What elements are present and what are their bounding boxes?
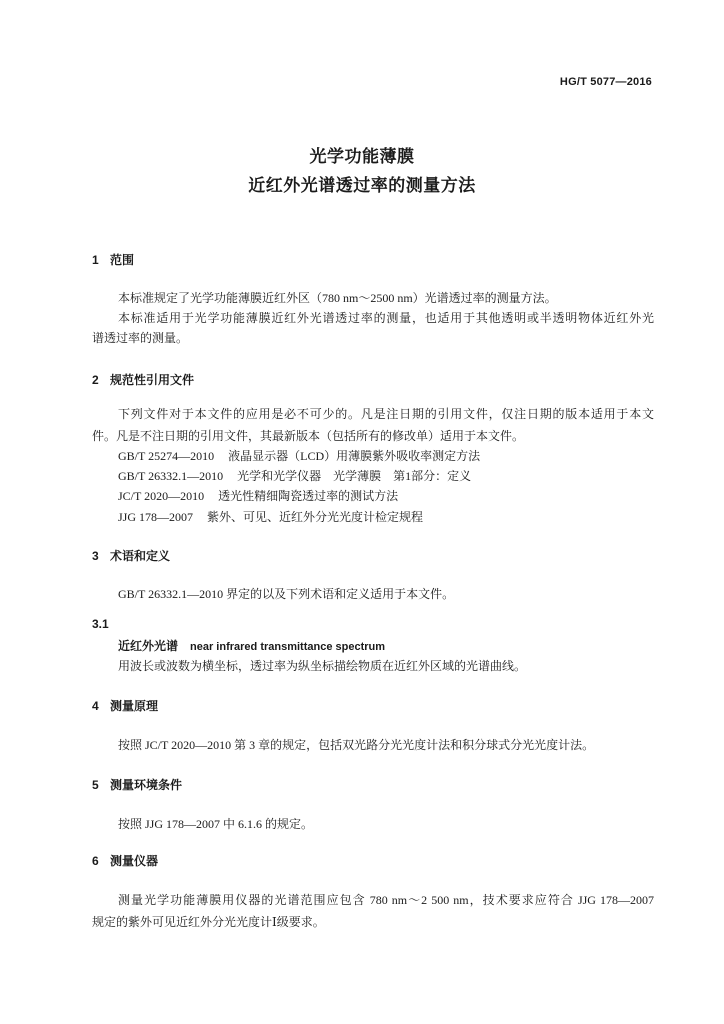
section-number: 3 <box>92 549 99 563</box>
reference-title: 紫外、可见、近红外分光光度计检定规程 <box>207 510 424 524</box>
reference-code: GB/T 26332.1—2010 <box>118 469 224 483</box>
section-title: 范围 <box>110 253 135 267</box>
section-title: 规范性引用文件 <box>110 373 195 387</box>
paragraph-line: 件。凡是不注日期的引用文件，其最新版本（包括所有的修改单）适用于本文件。 <box>92 429 525 443</box>
reference-title: 透光性精细陶瓷透过率的测试方法 <box>218 489 399 503</box>
section-heading-normative-references <box>92 372 194 388</box>
standard-code: HG/T 5077—2016 <box>559 76 652 88</box>
reference-item <box>118 448 480 464</box>
paragraph-line: GB/T 26332.1—2010 界定的以及下列术语和定义适用于本文件。 <box>118 587 455 601</box>
paragraph-line: 下列文件对于本文件的应用是必不可少的。凡是注日期的引用文件，仅注日期的版本适用于本文 <box>118 407 654 421</box>
reference-code: GB/T 25274—2010 <box>118 449 215 463</box>
reference-title: 液晶显示器（LCD）用薄膜紫外吸收率测定方法 <box>228 449 481 463</box>
paragraph-line: 谱透过率的测量。 <box>92 331 189 345</box>
paragraph-line: 本标准规定了光学功能薄膜近红外区（780 nm～2500 nm）光谱透过率的测量方法。 <box>118 291 557 305</box>
paragraph-line: 测量光学功能薄膜用仪器的光谱范围应包含 780 nm～2 500 nm，技术要求应符合 JJG 178—2007 <box>118 893 654 907</box>
paragraph-line: 本标准适用于光学功能薄膜近红外光谱透过率的测量，也适用于其他透明或半透明物体近红外光 <box>118 311 654 325</box>
paragraph-line: 规定的紫外可见近红外分光光度计Ⅰ级要求。 <box>92 915 325 929</box>
paragraph-line: 按照 JJG 178—2007 中 6.1.6 的规定。 <box>118 817 314 831</box>
section-heading-terms-and-definitions <box>92 548 170 564</box>
reference-item <box>118 468 471 484</box>
section-heading-measurement-principle <box>92 698 158 714</box>
reference-item <box>118 509 423 525</box>
reference-code: JJG 178—2007 <box>118 510 194 524</box>
reference-title: 光学和光学仪器 光学薄膜 第1部分：定义 <box>237 469 472 483</box>
section-number: 5 <box>92 778 99 792</box>
section-title: 测量环境条件 <box>110 778 183 792</box>
section-heading-measuring-instrument <box>92 853 158 869</box>
reference-item <box>118 488 398 504</box>
section-number: 2 <box>92 373 99 387</box>
section-number: 1 <box>92 253 99 267</box>
section-number: 6 <box>92 854 99 868</box>
term-english: near infrared transmittance spectrum <box>190 641 386 653</box>
section-heading-scope <box>92 252 134 268</box>
section-heading-environment-conditions <box>92 777 182 793</box>
document-title-line-1: 光学功能薄膜 <box>309 147 415 166</box>
section-title: 测量原理 <box>110 699 159 713</box>
section-title: 测量仪器 <box>110 854 159 868</box>
document-title-line-2: 近红外光谱透过率的测量方法 <box>248 176 476 195</box>
term-chinese: 近红外光谱 <box>118 639 179 653</box>
term-number: 3.1 <box>92 617 109 631</box>
term-entry <box>118 638 385 655</box>
term-definition: 用波长或波数为横坐标，透过率为纵坐标描绘物质在近红外区域的光谱曲线。 <box>118 659 527 673</box>
section-title: 术语和定义 <box>110 549 171 563</box>
section-number: 4 <box>92 699 99 713</box>
paragraph-line: 按照 JC/T 2020—2010 第 3 章的规定，包括双光路分光光度计法和积分球式分光光度计法。 <box>118 738 595 752</box>
reference-code: JC/T 2020—2010 <box>118 489 205 503</box>
